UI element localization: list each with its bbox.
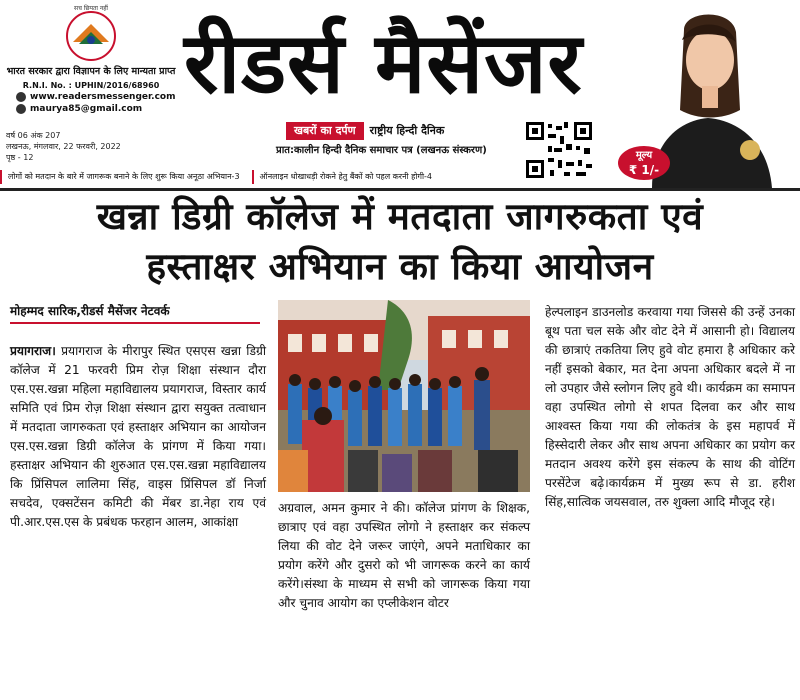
rni-number: R.N.I. No. : UPHIN/2016/68960 — [22, 81, 160, 90]
globe-icon — [16, 92, 26, 102]
mail-icon — [16, 104, 26, 114]
article-headline — [0, 192, 800, 296]
price-label: मूल्य — [635, 150, 653, 161]
logo-tagline: सच छिपता नहीं — [74, 5, 108, 12]
dateline: प्रयागराज। — [10, 344, 56, 358]
headline-line-2: हस्ताक्षर अभियान का किया आयोजन — [146, 245, 654, 288]
masthead-divider — [0, 188, 800, 191]
publisher-logo-block — [6, 4, 176, 124]
issue-date: लखनऊ, मंगलवार, 22 फरवरी, 2022 — [6, 142, 121, 151]
price-value: ₹ 1/- — [628, 163, 660, 177]
website-link[interactable]: www.readersmessenger.com — [30, 92, 176, 102]
tagline-national-daily: राष्ट्रीय हिन्दी दैनिक — [364, 122, 451, 140]
qr-code — [520, 118, 598, 182]
teaser-strip — [0, 170, 610, 184]
email-row — [6, 104, 176, 114]
emblem-logo — [61, 4, 121, 64]
article-column-1 — [10, 342, 266, 532]
teaser-item[interactable]: ऑनलाइन धोखाधड़ी रोकने हेतु बैंकों को पहल करनी होगी-4 — [252, 170, 438, 184]
article-column-3: हेल्पलाइन डाउनलोड करवाया गया जिससे की उन्हें उनका बूथ पता चल सके और वोट देने में आसानी हो। विद्यालय की छात्राएं तकतिया लिए हुवे वोट हमारा है अधिकार करे नहीं इसको बेकार, मत देना अपना अधिकार बदले में ना लो उपहार जैसे स्लोगन लिए हुवे थी। कार्यक्रम का समापन वहा उपस्थित लोगो से शपत दिलवा कर और साथ आश्वस्त किया गया की लोकतंत्र के इस महापर्व में हिस्सेदारी लेकर और साथ अपना अधिकार का प्रयोग कर मतदान अवश्य करेंगे इस संकल्प के साथ की वोटिंग परसेंटेज बढ़े।कार्यक्रम में मुख्य रूप से डा. हरीश सिंह,सात्विक जयसवाल, तरु शुक्ला आदि मौजूद रहे। — [545, 305, 795, 509]
issue-number: वर्ष 06 अंक 207 — [6, 131, 61, 140]
price-badge — [618, 146, 670, 180]
article-column-2: अग्रवाल, अमन कुमार ने की। कॉलेज प्रांगण के शिक्षक, छात्राए एवं वहा उपस्थित लोगो ने हस्ताक्षर कर संकल्प लिया की वोट देने जरूर जाएंगे, अपने मताधिकार का प्रयोग करेंगे और दुसरो को भी जागरूक करने का कार्य करेंगे।संस्था के माध्यम से सभी को जागरूक किया गया और चुनाव आयोग का एप्लीकेशन वोटर — [278, 501, 530, 610]
column-1-text: प्रयागराज के मीरापुर स्थित एसएस खन्ना डिग्री कॉलेज में 21 फरवरी प्रिम रोज़ शिक्षा संस्थान दौरा एस.एस.खन्ना महिला महाविद्यालय प्रयागराज, विस्तार कार्य समिति एवं प्रिम रोज़ शिक्षा संस्थान द्वारा सयुक्त तत्वाधान में मतदाता जागरुकता एवं हस्ताक्षर अभियान का आयोजन एस.एस.खन्ना डिग्री कॉलेज के प्रांगण में किया गया। हस्ताक्षर अभियान की शुरुआत एस.एस.खन्ना महाविद्यालय कि प्रिंसिपल लालिमा सिंह, वाइस प्रिंसिपल डॉ निर्जा सचदेव, एक्सटेंसन कमिटी की मेंबर डा.नेहा राय एवं पी.आर.एस.एस के प्रबंधक फरहान आलम, आकांक्षा — [10, 344, 266, 529]
masthead — [0, 0, 800, 190]
issue-info — [6, 130, 176, 163]
teaser-item[interactable]: लोगों को मतदान के बारे में जागरूक बनाने के लिए शुरू किया अनूठा अभियान-3 — [0, 170, 246, 184]
byline: मोहम्मद सारिक,रीडर्स मैसेंजर नेटवर्क — [10, 302, 260, 324]
event-photo — [278, 300, 530, 492]
website-row — [6, 92, 176, 102]
approval-text: भारत सरकार द्वारा विज्ञापन के लिए मान्यता प्राप्त — [6, 66, 176, 77]
tagline-red: खबरों का दर्पण — [286, 122, 364, 140]
page-count: पृष्ठ - 12 — [6, 153, 34, 162]
email-link[interactable]: maurya85@gmail.com — [30, 104, 143, 114]
edition-subtitle: प्रात:कालीन हिन्दी दैनिक समाचार पत्र (लखनऊ संस्करण) — [276, 145, 487, 156]
newspaper-title: रीडर्स मैसेंजर — [184, 14, 583, 112]
headline-line-1: खन्ना डिग्री कॉलेज में मतदाता जागरुकता एवं — [96, 195, 704, 238]
tagline-band — [286, 122, 530, 140]
